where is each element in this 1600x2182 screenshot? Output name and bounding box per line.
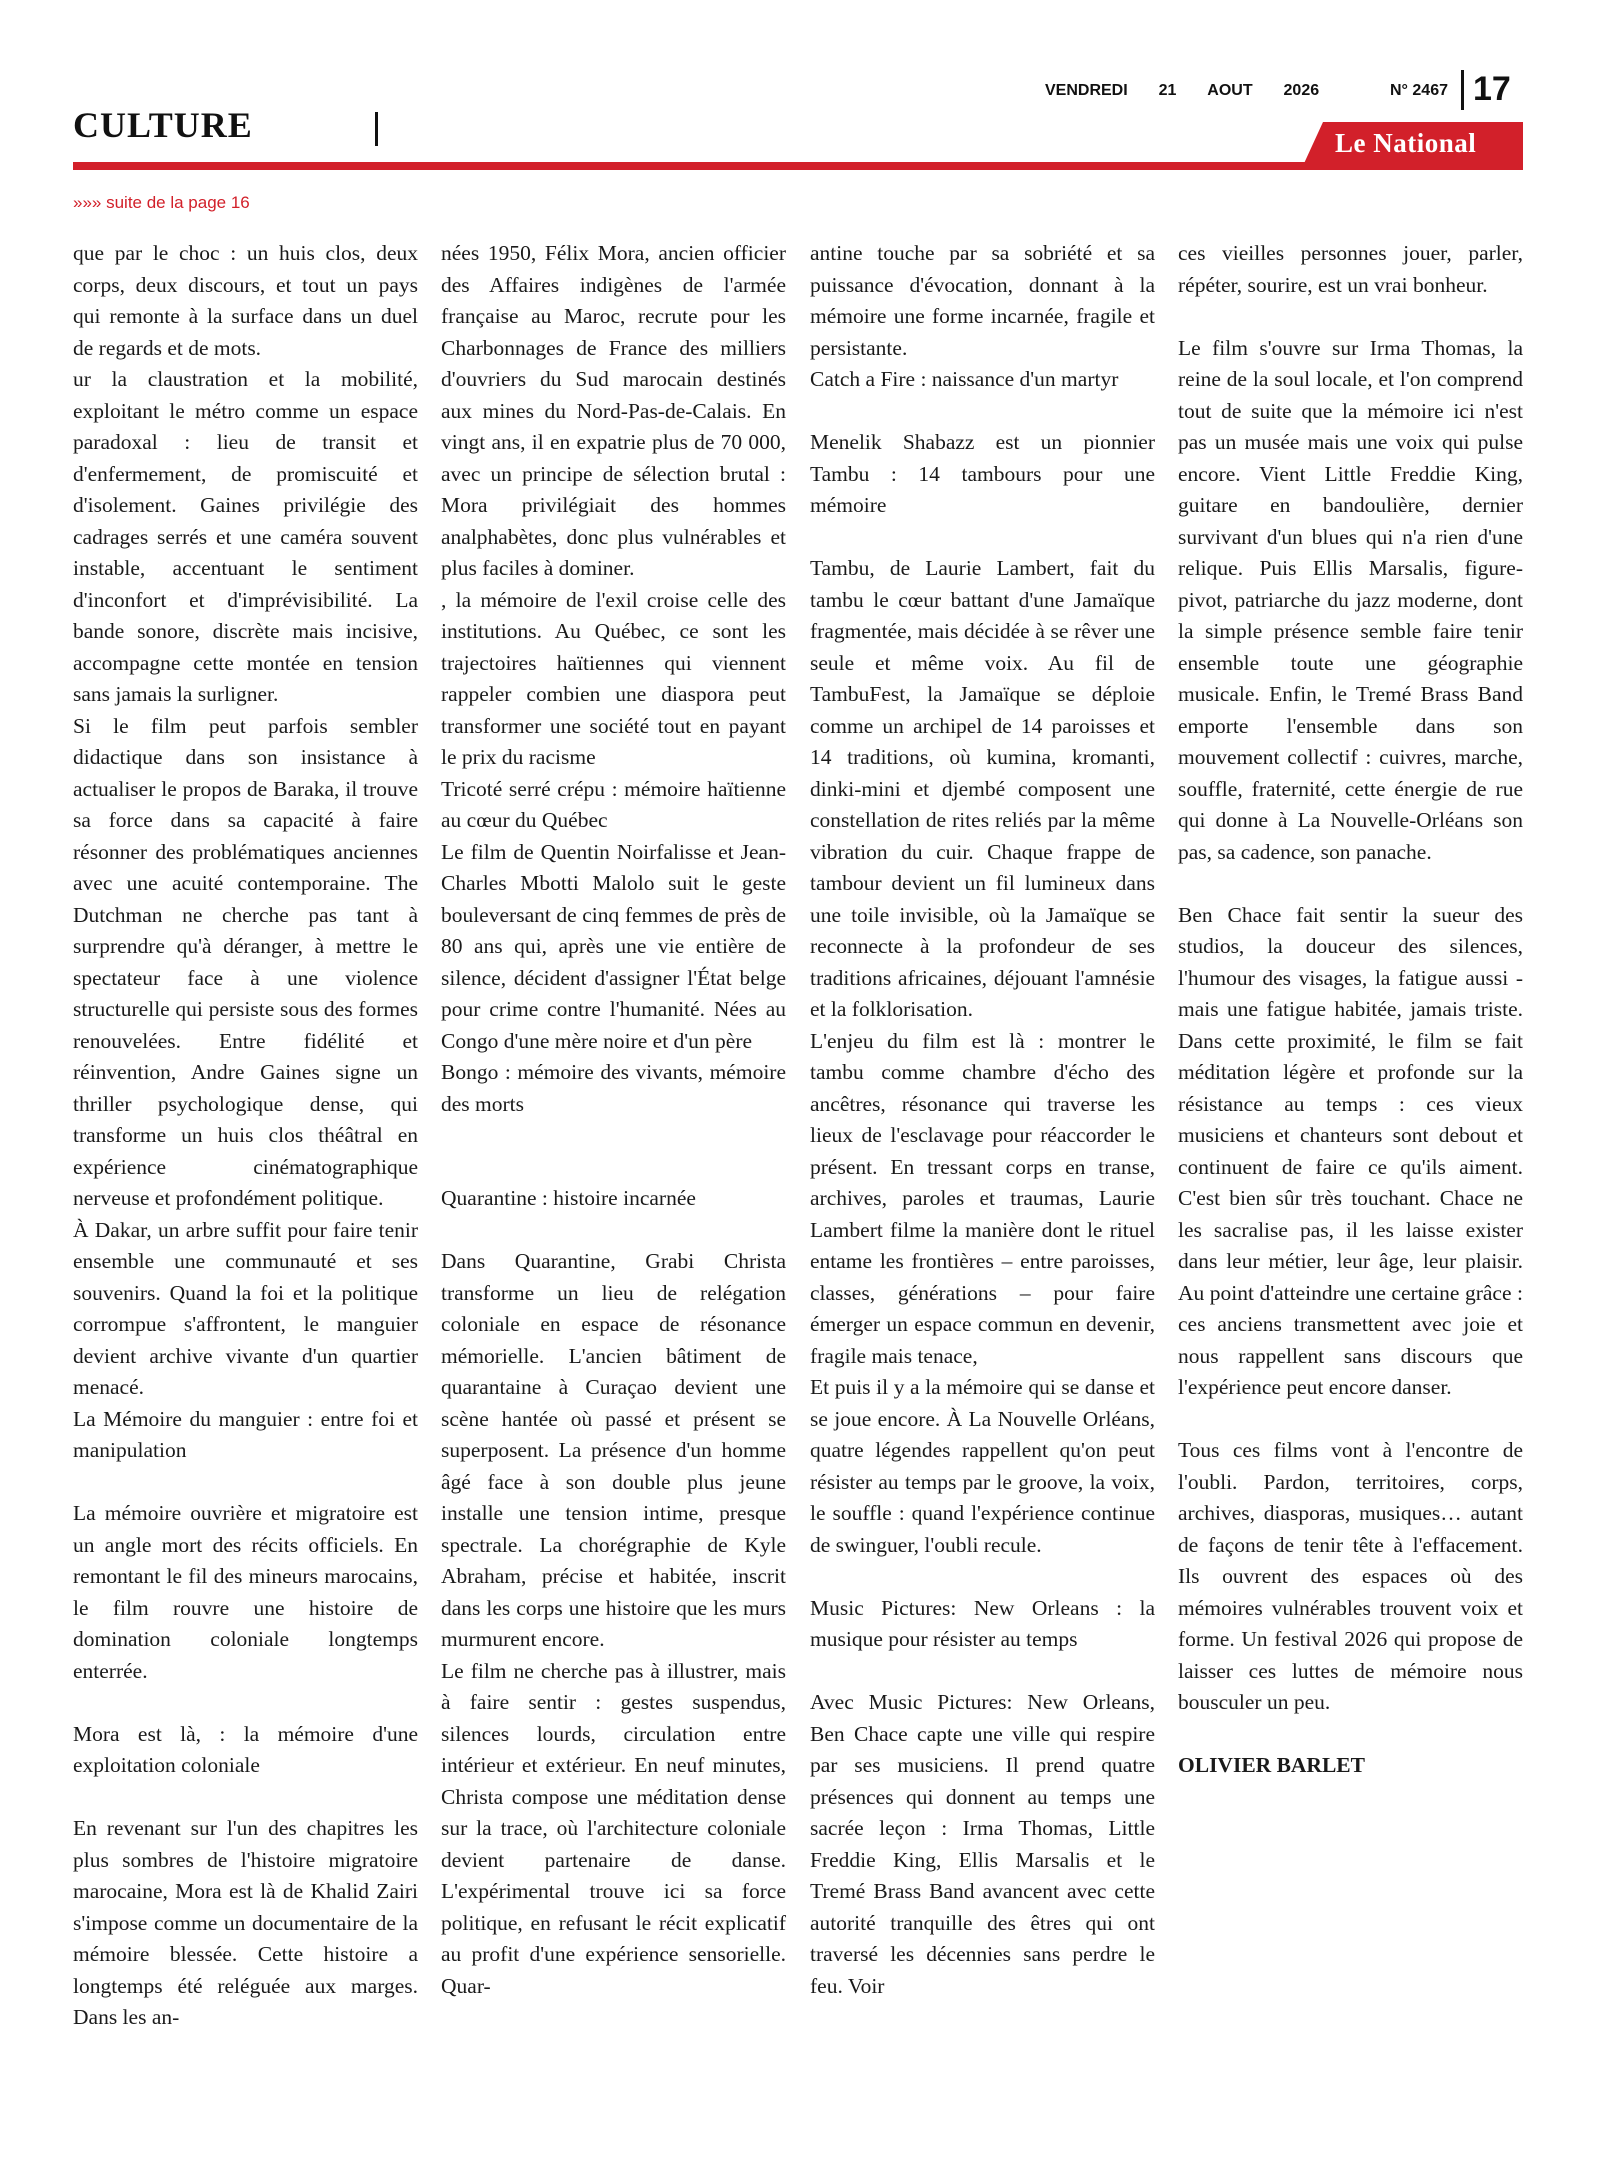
paragraph: Dans Quarantine, Grabi Christa transforme un lieu de relégation coloniale en espace de résonance mémorielle. L'ancien bâtiment de quarantaine à Curaçao devient une scène hantée où passé et présent se superposent. La présence d'un homme âgé face à son double plus jeune installe une tension intime, presque spectrale. La chorégraphie de Kyle Abraham, précise et habitée, inscrit dans les corps une histoire que les murs murmurent encore. (441, 1249, 786, 1651)
paragraph: Si le film peut parfois sembler didactique dans son insistance à actualiser le propos de Baraka, il trouve sa force dans sa capacité à faire résonner des problématiques anciennes avec une acuité contemporaine. The Dutchman ne cherche pas tant à surprendre qu'à déranger, à mettre le spectateur face à une violence structurelle qui persiste sous des formes renouvelées. Entre fidélité et réinvention, Andre Gaines signe un thriller psychologique dense, qui transforme un huis clos théâtral en expérience cinématographique nerveuse et profondément politique. (73, 713, 418, 1210)
subheading: La Mémoire du manguier : entre foi et manipulation (73, 1406, 418, 1462)
page-header (73, 60, 1523, 170)
paragraph: antine touche par sa sobriété et sa puissance d'évocation, donnant à la mémoire une forme incarnée, fragile et persistante. (810, 241, 1155, 360)
section-title: CULTURE (73, 105, 253, 145)
paragraph: Et puis il y a la mémoire qui se danse et se joue encore. À La Nouvelle Orléans, quatre légendes rappellent qu'on peut résister au temps par le groove, la voix, le souffle : quand l'expérience continue de swinguer, l'oubli recule. (810, 1375, 1155, 1557)
article-column-1 (73, 238, 418, 2034)
paragraph: que par le choc : un huis clos, deux corps, deux discours, et tout un pays qui remonte à la surface dans un duel de regards et de mots. (73, 241, 418, 360)
paragraph: ces vieilles personnes jouer, parler, répéter, sourire, est un vrai bonheur. (1178, 241, 1523, 297)
issue-number: N° 2467 (1390, 82, 1448, 99)
continued-from-label: »»» suite de la page 16 (73, 193, 250, 212)
paragraph: Le film s'ouvre sur Irma Thomas, la reine de la soul locale, et l'on comprend tout de suite que la mémoire ici n'est pas un musée mais une voix qui pulse encore. Vient Little Freddie King, guitare en bandoulière, dernier survivant d'un blues qui n'a rien d'une relique. Puis Ellis Marsalis, figure-pivot, patriarche du jazz moderne, dont la simple présence semble faire tenir ensemble toute une géographie musicale. Enfin, le Tremé Brass Band emporte l'ensemble dans son mouvement collectif : cuivres, marche, souffle, fraternité, cette énergie de rue qui donne à La Nouvelle-Orléans son pas, sa cadence, son panache. (1178, 335, 1523, 864)
date-month: AOUT (1207, 82, 1253, 99)
masthead-title: Le National (1335, 128, 1477, 158)
paragraph: Le film de Quentin Noirfalisse et Jean-Charles Mbotti Malolo suit le geste bouleversant de cinq femmes de près de 80 ans qui, après une vie entière de silence, décident d'assigner l'État belge pour crime contre l'humanité. Nées au Congo d'une mère noire et d'un père (441, 839, 786, 1053)
paragraph: , la mémoire de l'exil croise celle des institutions. Au Québec, ce sont les trajectoires haïtiennes qui viennent rappeler combien une diaspora peut transformer une société tout en payant le prix du racisme (441, 587, 786, 769)
article-column-2 (441, 238, 786, 2002)
paragraph: La mémoire ouvrière et migratoire est un angle mort des récits officiels. En remontant le fil des mineurs marocains, le film rouvre une histoire de domination coloniale longtemps enterrée. (73, 1501, 418, 1683)
subheading: Music Pictures: New Orleans : la musique pour résister au temps (810, 1595, 1155, 1651)
subheading: Mora est là, : la mémoire d'une exploitation coloniale (73, 1721, 418, 1777)
date-year: 2026 (1283, 82, 1320, 99)
article-column-4 (1178, 238, 1523, 1782)
subheading: Bongo : mémoire des vivants, mémoire des morts (441, 1060, 786, 1116)
paragraph: Tambu, de Laurie Lambert, fait du tambu le cœur battant d'une Jamaïque fragmentée, mais décidée à se rêver une seule et même voix. Au fil de TambuFest, la Jamaïque se déploie comme un archipel de 14 paroisses et 14 traditions, où kumina, kromanti, dinki-mini et djembé composent une constellation de rites reliés par la même vibration du cuir. Chaque frappe de tambour devient un fil lumineux dans une toile invisible, où la Jamaïque se reconnecte à la profondeur de ses traditions africaines, déjouant l'amnésie et la folklorisation. (810, 556, 1155, 1021)
paragraph: Le film ne cherche pas à illustrer, mais à faire sentir : gestes suspendus, silences lourds, circulation entre intérieur et extérieur. En neuf minutes, Christa compose une méditation dense sur la trace, où l'architecture coloniale devient partenaire de danse. L'expérimental trouve ici sa force politique, en refusant le récit explicatif au profit d'une expérience sensorielle. Quar- (441, 1658, 786, 1998)
date-number: 21 (1158, 82, 1177, 99)
subheading: Quarantine : histoire incarnée (441, 1186, 696, 1210)
paragraph: L'enjeu du film est là : montrer le tambu comme chambre d'écho des ancêtres, résonance qui traverse les lieux de l'esclavage pour réaccorder le présent. En tressant corps en transe, archives, paroles et traumas, Laurie Lambert filme la manière dont le rituel entame les frontières – entre paroisses, classes, générations – pour faire émerger un espace commun en devenir, fragile mais tenace, (810, 1028, 1155, 1368)
page-number-divider (1461, 70, 1464, 110)
paragraph: nées 1950, Félix Mora, ancien officier des Affaires indigènes de l'armée française au Maroc, recrute pour les Charbonnages de France des milliers d'ouvriers du Sud marocain destinés aux mines du Nord-Pas-de-Calais. En vingt ans, il en expatrie plus de 70 000, avec un principe de sélection brutal : Mora privilégiait des hommes analphabètes, donc plus vulnérables et plus faciles à dominer. (441, 241, 786, 580)
section-divider (375, 112, 378, 146)
page-number: 17 (1473, 70, 1511, 108)
paragraph: En revenant sur l'un des chapitres les plus sombres de l'histoire migratoire marocaine, Mora est là de Khalid Zairi s'impose comme un documentaire de la mémoire blessée. Cette histoire a longtemps été reléguée aux marges. Dans les an- (73, 1816, 418, 2029)
paragraph: Menelik Shabazz est un pionnier Tambu : 14 tambours pour une mémoire (810, 430, 1155, 517)
date-day: VENDREDI (1045, 82, 1128, 99)
article-body (73, 238, 1523, 2138)
dateline (1045, 82, 1319, 100)
paragraph: À Dakar, un arbre suffit pour faire tenir ensemble une communauté et ses souvenirs. Quand la foi et la politique corrompue s'affrontent, le manguier devient archive vivante d'un quartier menacé. (73, 1217, 418, 1399)
author-signature: OLIVIER BARLET (1178, 1753, 1365, 1777)
subheading: Catch a Fire : naissance d'un martyr (810, 367, 1119, 391)
paragraph: Tous ces films vont à l'encontre de l'oubli. Pardon, territoires, corps, archives, diasporas, musiques… autant de façons de tenir tête à l'effacement. Ils ouvrent des espaces où des mémoires vulnérables trouvent voix et forme. Un festival 2026 qui propose de laisser ces luttes de mémoire nous bousculer un peu. (1178, 1438, 1523, 1714)
paragraph: ur la claustration et la mobilité, exploitant le métro comme un espace paradoxal : lieu de transit et d'enfermement, de promiscuité et d'isolement. Gaines privilégie des cadrages serrés et une caméra souvent instable, accentuant le sentiment d'inconfort et d'imprévisibilité. La bande sonore, discrète mais incisive, accompagne cette montée en tension sans jamais la surligner. (73, 367, 418, 706)
paragraph: Avec Music Pictures: New Orleans, Ben Chace capte une ville qui respire par ses musiciens. Il prend quatre présences qui donnent au temps une sacrée leçon : Irma Thomas, Little Freddie King, Ellis Marsalis et le Tremé Brass Band avancent avec cette autorité tranquille des êtres qui ont traversé les décennies sans perdre le feu. Voir (810, 1690, 1155, 1998)
paragraph: Ben Chace fait sentir la sueur des studios, la douceur des silences, l'humour des visages, la fatigue aussi - mais une fatigue habitée, jamais triste. Dans cette proximité, le film se fait méditation légère et profonde sur la résistance au temps : ces vieux musiciens et chanteurs sont debout et continuent de faire ce qu'ils aiment. C'est bien sûr très touchant. Chace ne les sacralise pas, il les laisse exister dans leur métier, leur âge, leur plaisir. Au point d'atteindre une certaine grâce : ces anciens transmettent avec joie et nous rappellent sans discours que l'expérience peut encore danser. (1178, 902, 1523, 1399)
article-column-3 (810, 238, 1155, 2002)
subheading: Tricoté serré crépu : mémoire haïtienne au cœur du Québec (441, 776, 786, 832)
